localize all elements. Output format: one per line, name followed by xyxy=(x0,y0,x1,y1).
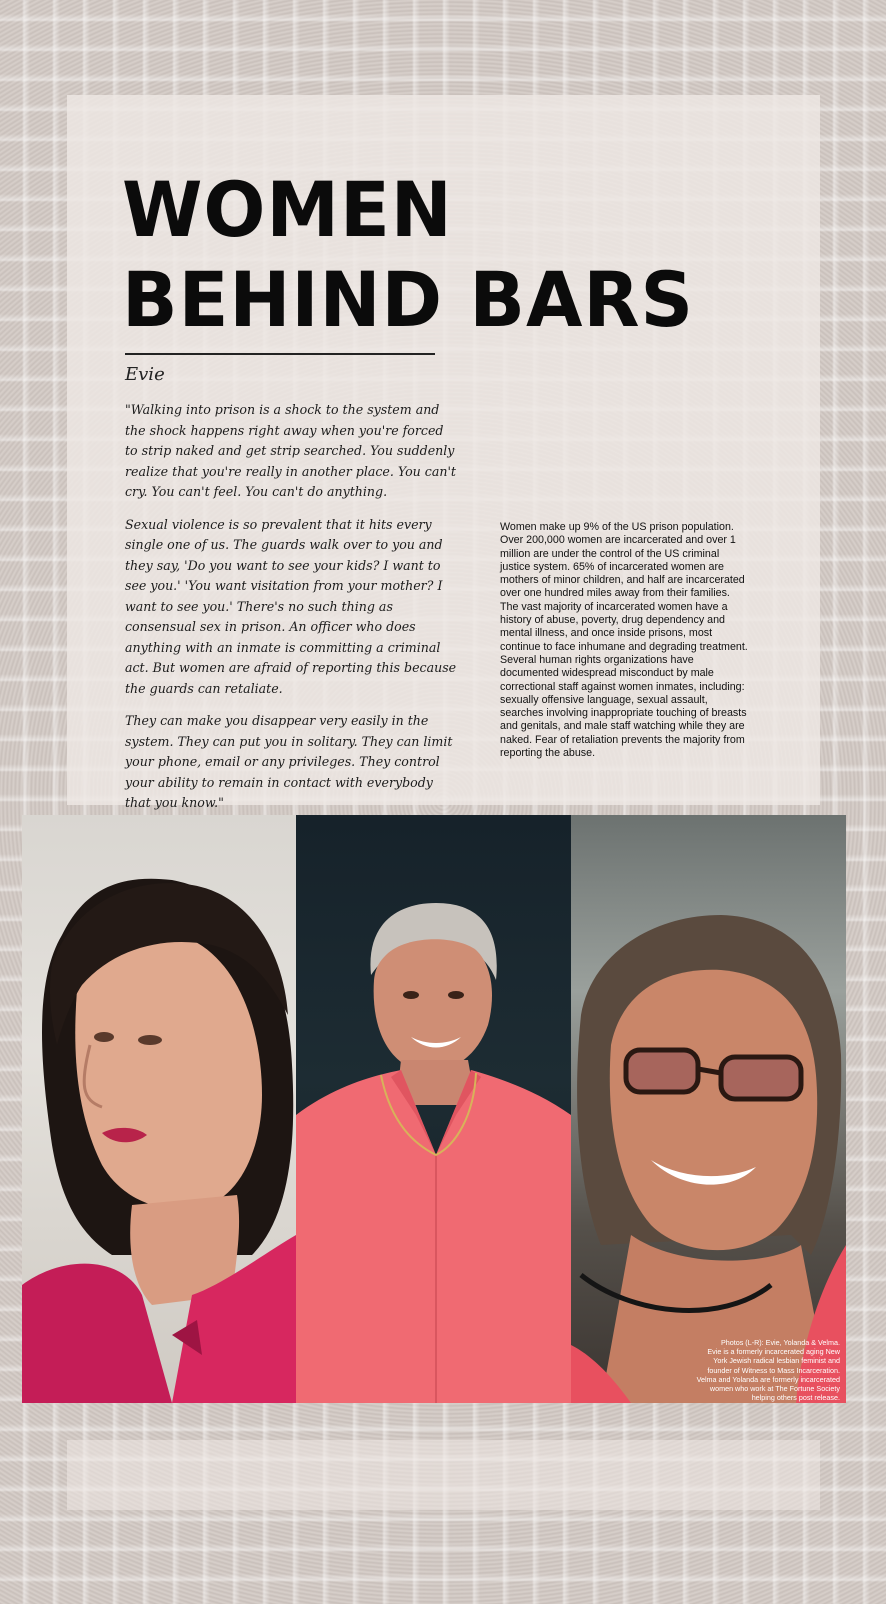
title-line-2: BEHIND BARS xyxy=(122,255,695,344)
caption-line-7: helping others post release. xyxy=(751,1393,840,1403)
quote-paragraph-1: "Walking into prison is a shock to the system and the shock happens right away when you're forced to strip naked and get strip searched. You suddenly realize that you're really in another place. You can't cry. You can't feel. You can't do anything. xyxy=(125,402,456,499)
speaker-name: Evie xyxy=(125,364,165,385)
caption-line-6: women who work at The Fortune Society xyxy=(709,1384,840,1394)
quote-paragraph-3: They can make you disappear very easily in the system. They can put you in solitary. They can limit your phone, email or any privileges. They control your ability to remain in contact with everybody that you know." xyxy=(125,713,453,810)
title-divider xyxy=(125,353,435,355)
caption-line-1: Photos (L-R): Evie, Yolanda & Velma. xyxy=(720,1338,840,1347)
photo-velma xyxy=(571,815,846,1403)
photo-evie xyxy=(22,815,296,1403)
caption-line-3: York Jewish radical lesbian feminist and xyxy=(713,1356,840,1366)
quote-paragraph-2: Sexual violence is so prevalent that it hits every single one of us. The guards walk over to you and they say, 'Do you want to see your kids? I want to see you.' 'You want visitation from your mother? I want to see you.' There's no such thing as consensual sex in prison. An officer who does anything with an inmate is committing a criminal act. But women are afraid of reporting this because the guards can retaliate. xyxy=(125,516,457,696)
caption-line-4: founder of Witness to Mass Incarceration. xyxy=(707,1365,840,1375)
bottom-band xyxy=(67,1440,820,1510)
facts-paragraph: Women make up 9% of the US prison population. Over 200,000 women are incarcerated and over 1 million are under the control of the US criminal justice system. 65% of incarcerated women are mothers of minor children, and half are incarcerated over one hundred miles away from their families. The vast majority of incarcerated women have a history of abuse, poverty, drug dependency and mental illness, and once inside prisons, most continue to face inhumane and degrading treatment. Several human rights organizations have documented widespread misconduct by male correctional staff against women inmates, including: sexually offensive language, sexual assault, searches involving inappropriate touching of breasts and genitals, and male staff watching while they are naked. Fear of retaliation prevents the majority from reporting the abuse. xyxy=(500,521,748,760)
portrait-yolanda-image xyxy=(296,815,571,1403)
photo-yolanda xyxy=(296,815,571,1403)
title-line-1: WOMEN xyxy=(122,165,453,254)
photo-caption xyxy=(655,1338,840,1402)
photo-strip xyxy=(22,815,846,1403)
portrait-velma-image xyxy=(571,815,846,1403)
caption-line-2: Evie is a formerly incarcerated aging New xyxy=(707,1347,840,1357)
caption-line-5: Velma and Yolanda are formerly incarcerated xyxy=(696,1374,840,1384)
portrait-evie-image xyxy=(22,815,296,1403)
quote-block xyxy=(125,400,460,826)
page-title xyxy=(122,165,694,345)
